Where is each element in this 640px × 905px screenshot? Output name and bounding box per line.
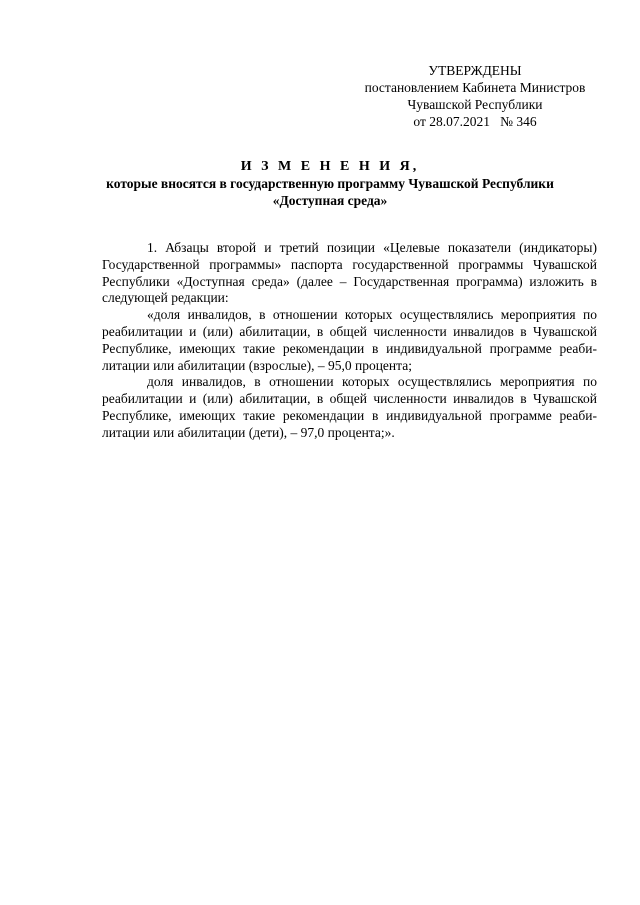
- document-body: [102, 240, 597, 442]
- paragraph-line: Республики «Доступная среда» (далее – Государственная программа) изложить в: [102, 273, 597, 289]
- document-subtitle-line-1: которые вносятся в государственную программу Чувашской Республики: [106, 176, 554, 191]
- paragraph-line: Республике, имеющих такие рекомендации в индивидуальной программе реаби-: [102, 407, 597, 423]
- paragraph-line: Республике, имеющих такие рекомендации в индивидуальной программе реаби-: [102, 340, 597, 356]
- document-heading: [60, 158, 600, 209]
- paragraph-line: доля инвалидов, в отношении которых осуществлялись мероприятия по: [147, 374, 597, 390]
- paragraph-1: [102, 240, 597, 307]
- paragraph-2: [102, 307, 597, 374]
- paragraph-line: реабилитации и (или) абилитации, в общей численности инвалидов в Чувашской: [102, 323, 597, 339]
- approval-authority: постановлением Кабинета Министров: [364, 80, 586, 95]
- paragraph-line: «доля инвалидов, в отношении которых осуществлялись мероприятия по: [147, 307, 597, 323]
- paragraph-line: 1. Абзацы второй и третий позиции «Целевые показатели (индикаторы): [147, 240, 597, 255]
- approval-region: Чувашской Республики: [407, 97, 543, 112]
- document-subtitle-line-2: «Доступная среда»: [272, 193, 388, 208]
- approval-date-number: от 28.07.2021 № 346: [413, 114, 537, 129]
- paragraph-line: литации или абилитации (дети), – 97,0 процента;».: [102, 424, 395, 440]
- approval-stamp: [350, 62, 600, 130]
- paragraph-line: следующей редакции:: [102, 290, 229, 306]
- approval-title: УТВЕРЖДЕНЫ: [428, 63, 522, 78]
- paragraph-3: [102, 374, 597, 441]
- paragraph-line: реабилитации и (или) абилитации, в общей численности инвалидов в Чувашской: [102, 391, 597, 407]
- document-title: И З М Е Н Е Н И Я,: [240, 159, 420, 174]
- paragraph-line: литации или абилитации (взрослые), – 95,0 процента;: [102, 357, 412, 373]
- paragraph-line: Государственной программы» паспорта государственной программы Чувашской: [102, 256, 597, 272]
